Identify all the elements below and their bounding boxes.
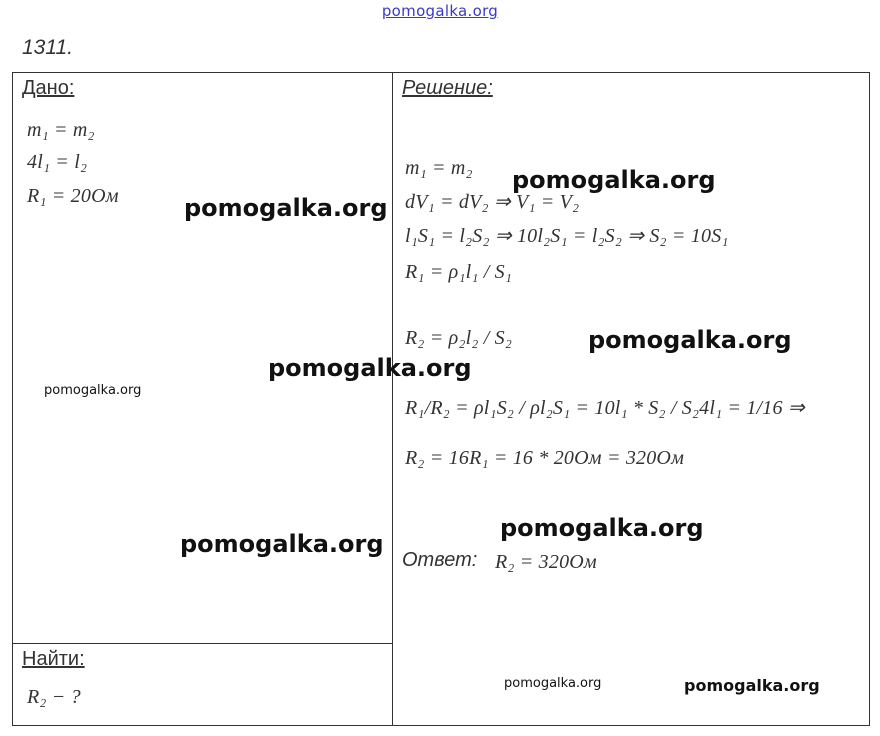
watermark: pomogalka.org: [684, 676, 820, 695]
given-line-3: R₁ = 20Ом: [27, 185, 119, 207]
answer-label: Ответ:: [402, 549, 478, 571]
solution-line-4: R₁ = ρ₁l₁ / S₁: [405, 261, 513, 283]
watermark: pomogalka.org: [44, 383, 142, 398]
given-label: Дано:: [22, 77, 75, 99]
watermark: pomogalka.org: [184, 194, 388, 222]
given-column: [13, 73, 393, 725]
given-line-1: m₁ = m₂: [27, 119, 95, 141]
site-link-top[interactable]: pomogalka.org: [381, 2, 499, 20]
watermark: pomogalka.org: [268, 354, 472, 382]
solution-line-7: R₂ = 16R₁ = 16 * 20Ом = 320Ом: [405, 447, 685, 469]
find-section: [13, 643, 392, 726]
solution-line-5: R₂ = ρ₂l₂ / S₂: [405, 327, 513, 349]
solution-line-6: R₁/R₂ = ρl₁S₂ / ρl₂S₁ = 10l₁ * S₂ / S₂4l₁ = 1/16 ⇒: [405, 397, 805, 419]
given-line-2: 4l₁ = l₂: [27, 151, 88, 173]
problem-number: 1311.: [22, 36, 73, 59]
watermark: pomogalka.org: [500, 514, 704, 542]
watermark: pomogalka.org: [504, 676, 602, 691]
solution-line-2: dV₁ = dV₂ ⇒ V₁ = V₂: [405, 191, 580, 213]
watermark: pomogalka.org: [180, 530, 384, 558]
solution-label: Решение:: [402, 77, 493, 99]
find-line: R₂ − ?: [27, 686, 81, 708]
watermark: pomogalka.org: [588, 326, 792, 354]
solution-table: [12, 72, 870, 726]
solution-line-1: m₁ = m₂: [405, 157, 473, 179]
find-label: Найти:: [22, 648, 85, 670]
solution-line-3: l₁S₁ = l₂S₂ ⇒ 10l₂S₁ = l₂S₂ ⇒ S₂ = 10S₁: [405, 225, 729, 247]
answer-value: R₂ = 320Ом: [495, 551, 597, 573]
watermark: pomogalka.org: [512, 166, 716, 194]
